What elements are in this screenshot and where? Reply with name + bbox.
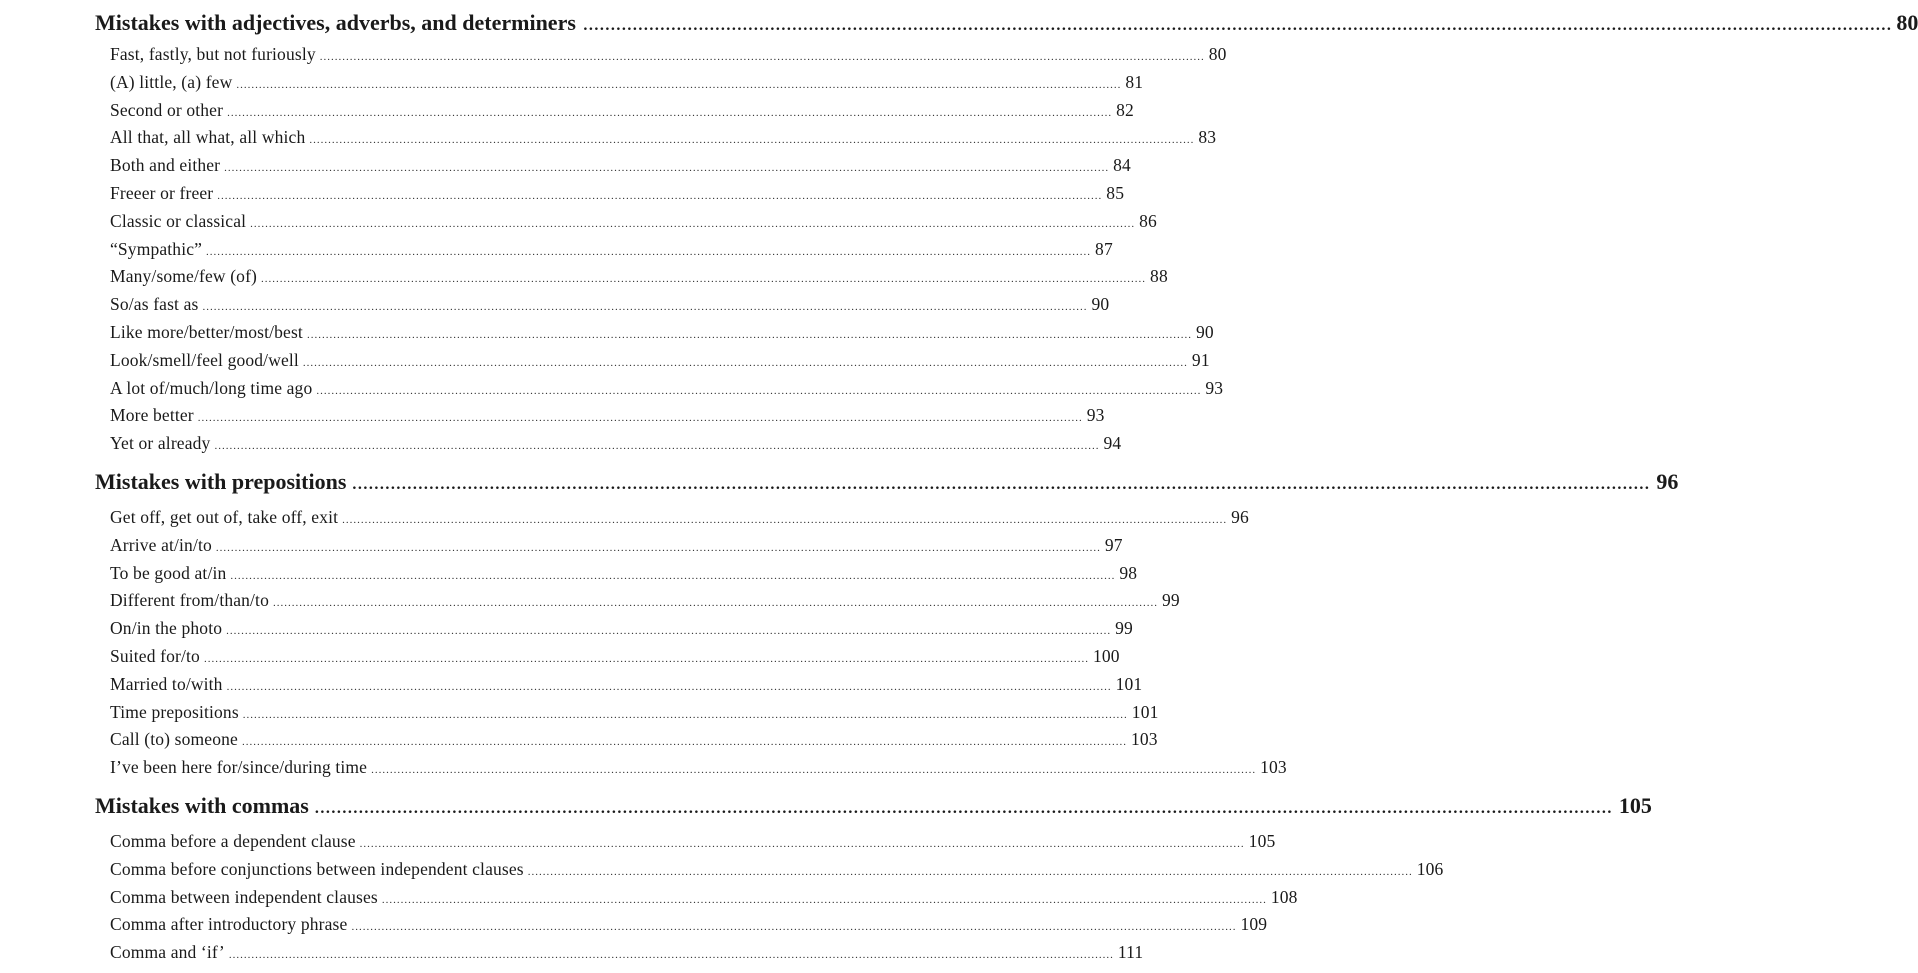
toc-entry[interactable] [110,560,1138,588]
entry-label: Get off, get out of, take off, exit [110,506,339,527]
toc-entry[interactable] [110,504,1249,532]
entry-label: Comma between independent clauses [110,886,378,907]
entry-label: I’ve been here for/since/during time [110,757,368,778]
entry-page-number: 101 [1131,701,1159,722]
dot-leader [216,535,1101,563]
entry-page-number: 103 [1260,757,1287,778]
dot-leader [528,859,1413,887]
toc-entry[interactable] [110,643,1120,671]
dot-leader [273,590,1158,618]
toc-entry[interactable] [110,69,1144,97]
entry-page-number: 90 [1091,294,1110,315]
dot-leader [242,729,1127,757]
toc-section [95,791,1652,970]
dot-leader [204,646,1089,674]
section-page-number: 96 [1656,468,1679,494]
entry-page-number: 87 [1095,238,1113,259]
dot-leader [214,433,1099,461]
dot-leader [307,322,1192,350]
entry-page-number: 98 [1119,562,1138,583]
entry-page-number: 85 [1106,182,1125,203]
entry-label: Comma after introductory phrase [110,914,348,935]
dot-leader [315,794,1613,824]
entry-page-number: 83 [1198,127,1217,148]
entry-page-number: 109 [1240,914,1268,935]
entry-label: Time prepositions [110,701,239,722]
dot-leader [320,44,1205,72]
toc-entry[interactable] [110,699,1159,727]
entry-page-number: 106 [1416,858,1444,879]
dot-leader [229,942,1114,970]
toc-entry[interactable] [110,884,1298,912]
dot-leader [227,674,1112,702]
entry-label: Fast, fastly, but not furiously [110,44,316,64]
entry-page-number: 97 [1104,534,1123,555]
entry-page-number: 86 [1139,210,1157,231]
dot-leader [382,887,1267,915]
toc-entry[interactable] [110,430,1122,458]
section-heading[interactable] [95,791,1652,821]
entry-page-number: 108 [1270,886,1298,907]
section-page-number: 80 [1896,10,1918,35]
dot-leader [250,211,1135,239]
toc-section [95,467,1679,785]
entry-label: Freeer or freer [110,182,214,203]
entry-page-number: 84 [1113,155,1131,176]
entry-label: A lot of/much/long time ago [110,377,313,398]
entry-page-number: 99 [1115,618,1133,639]
entry-label: On/in the photo [110,618,223,639]
section-page-number: 105 [1618,792,1652,818]
dot-leader [316,378,1201,406]
entry-page-number: 93 [1086,405,1105,426]
entry-page-number: 93 [1205,377,1224,398]
toc-entry[interactable] [110,291,1110,319]
entry-page-number: 90 [1195,321,1214,342]
entry-label: Comma before a dependent clause [110,830,356,851]
dot-leader [227,100,1112,128]
entry-page-number: 101 [1115,673,1143,694]
entry-label: Call (to) someone [110,729,238,750]
dot-leader [342,507,1227,535]
toc-entry[interactable] [110,41,1227,69]
entry-page-number: 99 [1161,590,1180,611]
entry-page-number: 80 [1208,44,1227,64]
section-title: Mistakes with prepositions [95,468,347,494]
entry-label: Comma and ‘if’ [110,942,225,963]
entry-page-number: 100 [1092,645,1120,666]
entry-label: Suited for/to [110,645,200,666]
entry-label: Like more/better/most/best [110,321,303,342]
entry-page-number: 103 [1130,729,1158,750]
toc-entry[interactable] [110,615,1133,643]
entry-page-number: 91 [1191,349,1210,370]
toc-entry[interactable] [110,939,1144,967]
table-of-contents [95,0,1918,970]
dot-leader [224,155,1109,183]
entry-page-number: 88 [1150,266,1168,287]
entry-label: All that, all what, all which [110,127,306,148]
section-heading[interactable] [95,8,1918,38]
entry-label: More better [110,405,194,426]
toc-entry[interactable] [110,856,1444,884]
dot-leader [217,183,1102,211]
entry-page-number: 82 [1116,99,1134,120]
dot-leader [360,831,1245,859]
toc-entry[interactable] [110,828,1276,856]
toc-entry[interactable] [110,236,1113,264]
dot-leader: .. ..... [583,11,1892,41]
entry-label: Different from/than/to [110,590,269,611]
entry-label: Second or other [110,99,224,120]
toc-entry[interactable] [110,587,1180,615]
toc-entry[interactable] [110,263,1168,291]
toc-entry[interactable] [110,754,1287,782]
entry-page-number: 111 [1117,942,1144,963]
toc-entry[interactable] [110,347,1210,375]
dot-leader [261,266,1146,294]
toc-entry[interactable] [110,319,1214,347]
section-title: Mistakes with adjectives, adverbs, and determiners [95,10,576,35]
toc-entry[interactable] [110,97,1134,125]
dot-leader [206,239,1091,267]
entry-label: Married to/with [110,673,223,694]
toc-section [95,8,1918,461]
toc-entry[interactable] [110,532,1123,560]
section-heading[interactable] [95,467,1679,497]
dot-leader [243,702,1128,730]
dot-leader [352,470,1650,500]
entry-label: Many/some/few (of) [110,266,258,287]
section-title: Mistakes with commas [95,792,309,818]
dot-leader [371,757,1256,785]
dot-leader [230,563,1115,591]
entry-label: Look/smell/feel good/well [110,349,299,370]
dot-leader [309,127,1194,155]
entry-label: So/as fast as [110,294,199,315]
entry-page-number: 81 [1125,71,1144,92]
toc-entry[interactable] [110,208,1157,236]
dot-leader [226,618,1111,646]
dot-leader [198,405,1083,433]
entry-label: Comma before conjunctions between independent clauses [110,858,524,879]
entry-label: “Sympathic” [110,238,203,259]
entry-label: Arrive at/in/to [110,534,212,555]
toc-entry[interactable] [110,180,1125,208]
entry-page-number: 105 [1248,830,1276,851]
entry-label: Classic or classical [110,210,247,231]
toc-entry[interactable] [110,726,1158,754]
dot-leader [351,914,1236,942]
toc-entry[interactable] [110,402,1105,430]
entry-label: Both and either [110,155,221,176]
entry-page-number: 96 [1231,506,1249,527]
dot-leader [236,72,1121,100]
toc-entry[interactable] [110,911,1268,939]
entry-list [95,38,1227,461]
entry-list [95,497,1287,785]
dot-leader [303,350,1188,378]
entry-label: To be good at/in [110,562,227,583]
toc-entry[interactable] [110,375,1224,403]
toc-entry[interactable] [110,124,1217,152]
dot-leader [202,294,1087,322]
entry-label: (A) little, (a) few [110,71,233,92]
toc-entry[interactable] [110,671,1143,699]
entry-label: Yet or already [110,433,211,454]
entry-page-number: 94 [1103,433,1122,454]
toc-entry[interactable] [110,152,1131,180]
entry-list [95,821,1444,970]
